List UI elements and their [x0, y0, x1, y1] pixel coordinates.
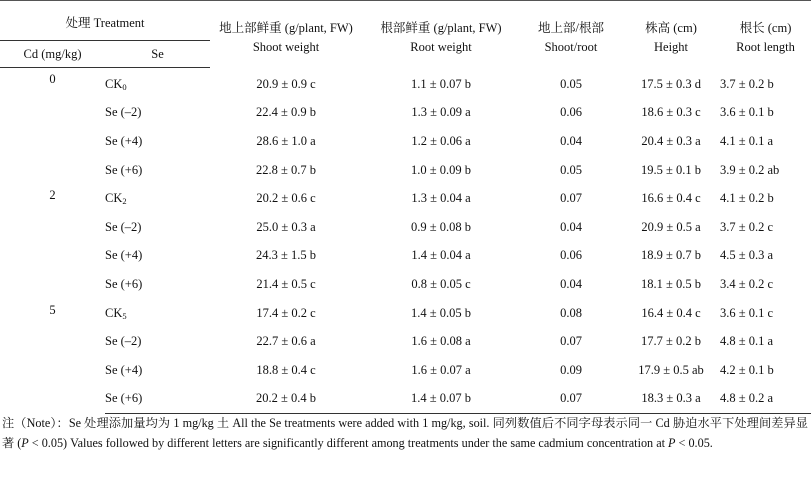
height-header [622, 4, 720, 68]
shoot-weight-cell: 28.6 ± 1.0 a [256, 133, 316, 148]
se-treatment-label: Se (+4) [105, 133, 143, 148]
root-weight-header-cn: 根部鲜重 (g/plant, FW) [380, 20, 502, 35]
height-cell: 17.7 ± 0.2 b [641, 334, 702, 349]
se-treatment-cell [105, 99, 210, 128]
shoot-weight-cell: 22.8 ± 0.7 b [256, 162, 317, 177]
root-length-cell: 4.5 ± 0.3 a [720, 248, 774, 263]
shoot-weight-cell: 20.9 ± 0.9 c [256, 76, 316, 91]
height-cell: 19.5 ± 0.1 b [641, 162, 702, 177]
shoot-weight-header-cn: 地上部鲜重 (g/plant, FW) [219, 20, 353, 35]
height-cell: 20.9 ± 0.5 a [641, 219, 701, 234]
se-treatment-label: Se (+6) [105, 162, 143, 177]
shoot-root-ratio-cell: 0.05 [560, 162, 582, 177]
table-row [0, 327, 811, 356]
table-row [0, 127, 811, 156]
shoot-weight-cell: 24.3 ± 1.5 b [256, 248, 317, 263]
shoot-root-ratio-cell: 0.04 [560, 219, 582, 234]
height-cell: 18.6 ± 0.3 c [641, 105, 701, 120]
data-table [0, 4, 811, 414]
shoot-weight-cell: 17.4 ± 0.2 c [256, 305, 316, 320]
cd-header: Cd (mg/kg) [0, 41, 105, 68]
ck-subscript: 5 [122, 310, 127, 321]
root-weight-cell: 1.4 ± 0.07 b [362, 385, 520, 414]
table-row [0, 213, 811, 242]
root-weight-cell: 1.6 ± 0.08 a [411, 334, 471, 349]
root-weight-cell: 1.2 ± 0.06 a [411, 133, 471, 148]
se-treatment-cell [105, 356, 210, 385]
table-body [0, 68, 811, 414]
root-length-cell: 3.4 ± 0.2 c [720, 276, 774, 291]
se-treatment-label: Se (–2) [105, 334, 142, 349]
se-treatment-label: Se (–2) [105, 219, 142, 234]
root-length-header [720, 4, 811, 68]
se-treatment-label: Se (+6) [105, 276, 143, 291]
ratio-header [520, 4, 622, 68]
cd-level-cell: 0 [49, 72, 56, 86]
shoot-weight-header [210, 4, 362, 68]
height-cell: 20.4 ± 0.3 a [641, 133, 701, 148]
note-p-symbol-1: P [21, 435, 29, 450]
root-weight-cell: 1.3 ± 0.09 a [411, 105, 471, 120]
height-cell: 16.6 ± 0.4 c [641, 191, 701, 206]
table-row [0, 385, 811, 414]
root-weight-cell: 1.0 ± 0.09 b [411, 162, 472, 177]
root-length-cell: 3.7 ± 0.2 c [720, 219, 774, 234]
shoot-weight-cell: 18.8 ± 0.4 c [256, 362, 316, 377]
shoot-weight-cell: 22.4 ± 0.9 b [256, 105, 317, 120]
se-treatment-label: CK [105, 305, 123, 320]
cd-level-cell: 2 [49, 188, 56, 203]
root-weight-header-en: Root weight [410, 39, 472, 54]
shoot-weight-cell: 20.2 ± 0.4 b [210, 385, 362, 414]
se-treatment-label: CK [105, 76, 123, 91]
root-weight-cell: 0.8 ± 0.05 c [411, 276, 471, 291]
cd-level-cell: 5 [49, 302, 56, 317]
height-cell: 16.4 ± 0.4 c [641, 305, 701, 320]
se-treatment-cell [105, 127, 210, 156]
shoot-root-ratio-cell: 0.06 [560, 105, 582, 120]
root-length-cell: 4.1 ± 0.2 b [720, 191, 774, 206]
shoot-weight-cell: 22.7 ± 0.6 a [256, 334, 316, 349]
root-length-cell: 3.9 ± 0.2 ab [720, 162, 780, 177]
table-row [0, 356, 811, 385]
shoot-root-ratio-cell: 0.09 [560, 362, 582, 377]
table-footnote [2, 414, 808, 453]
shoot-root-ratio-cell: 0.04 [560, 133, 582, 148]
root-length-cell: 3.7 ± 0.2 b [720, 76, 774, 91]
height-header-cn: 株高 (cm) [645, 20, 697, 35]
se-treatment-cell [105, 213, 210, 242]
shoot-weight-cell: 21.4 ± 0.5 c [256, 276, 316, 291]
shoot-root-ratio-cell: 0.07 [560, 334, 582, 349]
shoot-root-ratio-cell: 0.07 [520, 385, 622, 414]
height-cell: 18.3 ± 0.3 a [622, 385, 720, 414]
note-text-2: < 0.05) Values followed by different letters are significantly different among treatments under the same cadmium concentration at [28, 435, 669, 450]
root-weight-cell: 1.4 ± 0.05 b [411, 305, 472, 320]
treatment-header: 处理 Treatment [0, 4, 210, 41]
shoot-root-ratio-cell: 0.07 [560, 191, 582, 206]
height-cell: 17.5 ± 0.3 d [641, 76, 702, 91]
se-treatment-cell [105, 270, 210, 299]
se-treatment-cell [105, 385, 210, 414]
table-row [0, 270, 811, 299]
se-treatment-label: Se (–2) [105, 105, 142, 120]
table-row [0, 156, 811, 185]
se-header: Se [105, 41, 210, 68]
table-row [0, 299, 811, 328]
se-treatment-label: Se (+6) [105, 391, 143, 406]
se-treatment-cell [105, 242, 210, 271]
note-p-symbol-2: P [668, 435, 676, 450]
table-row [0, 184, 811, 213]
root-weight-cell: 0.9 ± 0.08 b [411, 219, 472, 234]
table-row [0, 242, 811, 271]
shoot-root-ratio-cell: 0.05 [560, 76, 582, 91]
se-treatment-cell [105, 184, 210, 213]
se-treatment-label: CK [105, 191, 123, 206]
se-treatment-label: Se (+4) [105, 362, 143, 377]
shoot-weight-cell: 20.2 ± 0.6 c [256, 191, 316, 206]
root-length-cell: 4.8 ± 0.1 a [720, 334, 774, 349]
root-weight-cell: 1.6 ± 0.07 a [411, 362, 471, 377]
se-treatment-cell [105, 68, 210, 99]
note-text-1: 注（Note）：Se 处理添加量均为 1 mg/kg 土 All the Se treatments were added with 1 mg/kg, soil. 同列数值后不同字母表示同一 Cd 胁迫水平下处理间差异显著 ( [2, 416, 808, 450]
root-weight-cell: 1.3 ± 0.04 a [411, 191, 471, 206]
height-header-en: Height [654, 39, 689, 54]
ratio-header-en: Shoot/root [544, 39, 598, 54]
ck-subscript: 0 [122, 81, 127, 92]
root-weight-cell: 1.1 ± 0.07 b [411, 76, 472, 91]
ratio-header-cn: 地上部/根部 [538, 20, 604, 35]
root-length-header-cn: 根长 (cm) [739, 20, 792, 35]
se-treatment-cell [105, 299, 210, 328]
root-weight-header [362, 4, 520, 68]
root-length-cell: 4.8 ± 0.2 a [720, 385, 811, 414]
table-row [0, 68, 811, 99]
table-row [0, 99, 811, 128]
shoot-weight-cell: 25.0 ± 0.3 a [256, 219, 316, 234]
root-weight-cell: 1.4 ± 0.04 a [411, 248, 471, 263]
se-treatment-label: Se (+4) [105, 248, 143, 263]
se-treatment-cell [105, 327, 210, 356]
ck-subscript: 2 [122, 196, 127, 207]
shoot-root-ratio-cell: 0.08 [560, 305, 582, 320]
height-cell: 18.9 ± 0.7 b [641, 248, 702, 263]
root-length-cell: 3.6 ± 0.1 b [720, 105, 774, 120]
shoot-root-ratio-cell: 0.06 [560, 248, 582, 263]
root-length-header-en: Root length [736, 39, 795, 54]
shoot-weight-header-en: Shoot weight [252, 39, 320, 54]
root-length-cell: 3.6 ± 0.1 c [720, 305, 774, 320]
shoot-root-ratio-cell: 0.04 [560, 276, 582, 291]
note-text-3: < 0.05. [675, 435, 713, 450]
height-cell: 17.9 ± 0.5 ab [638, 362, 704, 377]
se-treatment-cell [105, 156, 210, 185]
root-length-cell: 4.2 ± 0.1 b [720, 362, 774, 377]
root-length-cell: 4.1 ± 0.1 a [720, 133, 774, 148]
height-cell: 18.1 ± 0.5 b [641, 276, 702, 291]
